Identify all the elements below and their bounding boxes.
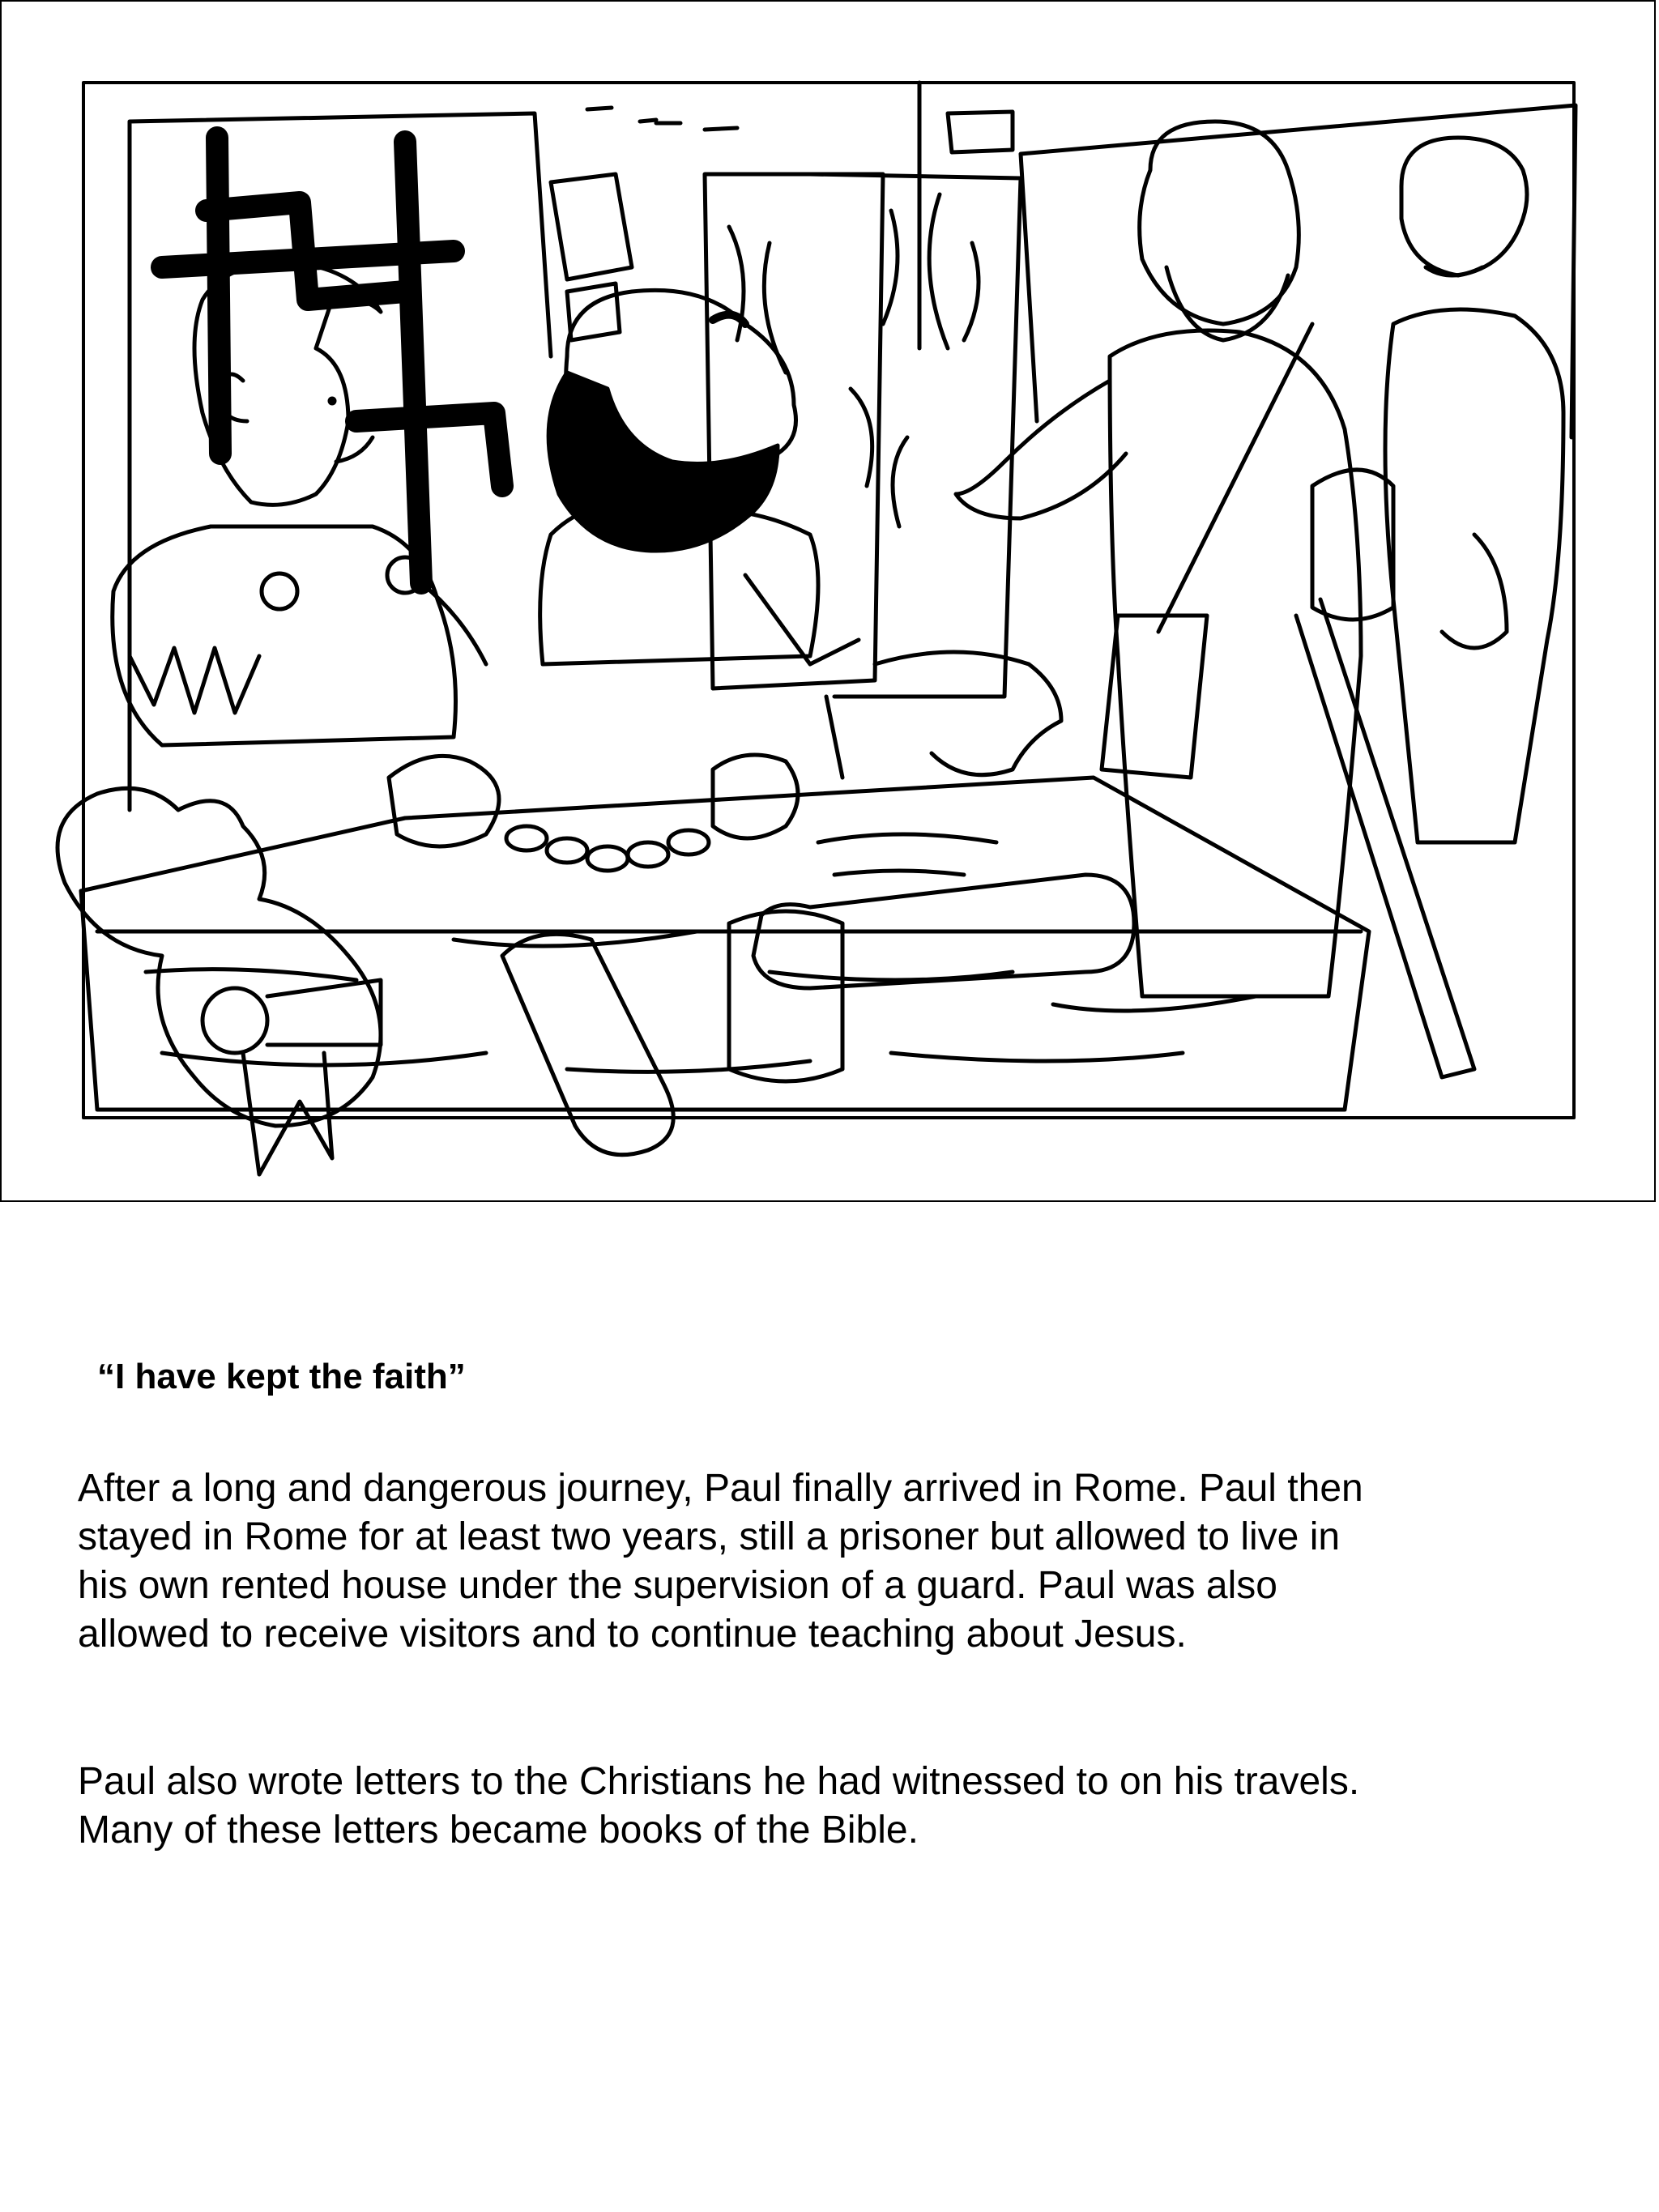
table-items (502, 834, 1134, 1155)
roman-soldier (113, 263, 486, 745)
wooden-door (705, 174, 1021, 697)
page-title: “I have kept the faith” (97, 1357, 466, 1396)
young-visitor (1385, 138, 1563, 842)
bearded-visitor (956, 121, 1474, 1077)
text-line: stayed in Rome for at least two years, still a prisoner but allowed to live in (78, 1515, 1341, 1558)
text-line: allowed to receive visitors and to continue teaching about Jesus. (78, 1613, 1187, 1656)
paul-figure (540, 290, 1061, 778)
text-line: Many of these letters became books of the Bible. (78, 1809, 919, 1852)
wooden-table (81, 778, 1369, 1110)
text-line: After a long and dangerous journey, Paul finally arrived in Rome. Paul then (78, 1467, 1363, 1510)
story-paragraph-1 (78, 1464, 1601, 1659)
text-line: Paul also wrote letters to the Christians he had witnessed to on his travels. (78, 1760, 1360, 1803)
story-paragraph-2 (78, 1758, 1601, 1855)
text-line: his own rented house under the supervision of a guard. Paul was also (78, 1564, 1277, 1607)
shackle-chain (389, 755, 798, 871)
